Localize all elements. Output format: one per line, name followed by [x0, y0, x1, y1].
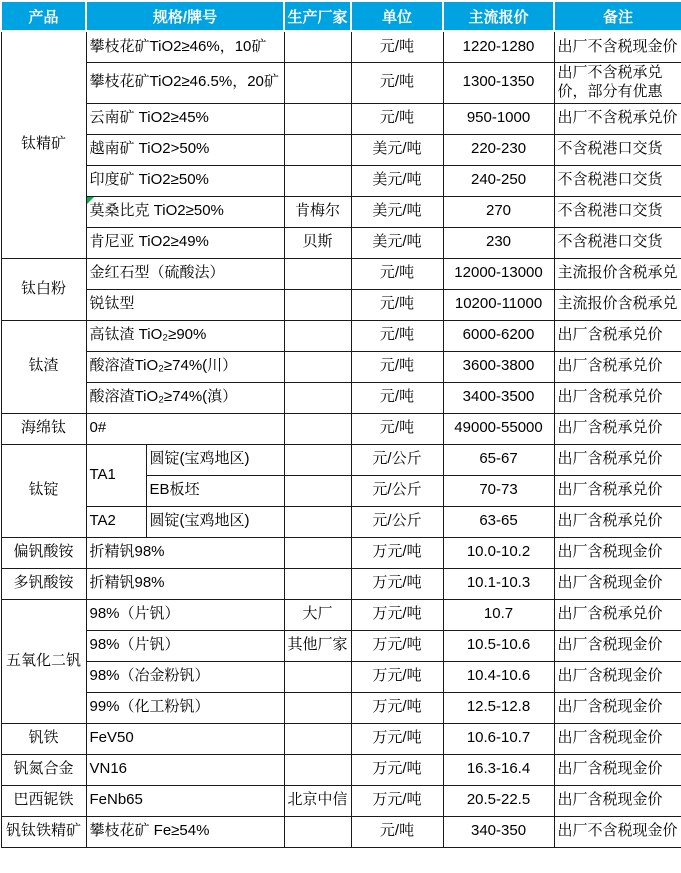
unit-cell: 元/吨 [351, 382, 443, 413]
note-cell: 出厂含税现金价 [554, 661, 681, 692]
unit-cell: 万元/吨 [351, 568, 443, 599]
price-cell: 65-67 [443, 444, 554, 475]
table-row [1, 289, 681, 320]
unit-cell: 美元/吨 [351, 196, 443, 227]
manufacturer-cell [284, 351, 351, 382]
unit-cell: 美元/吨 [351, 165, 443, 196]
price-cell: 1300-1350 [443, 63, 554, 104]
manufacturer-cell: 肯梅尔 [284, 196, 351, 227]
note-cell: 不含税港口交货 [554, 227, 681, 258]
spec-cell: 酸溶渣TiO₂≥74%(川） [86, 351, 284, 382]
table-row [1, 816, 681, 847]
table-row [1, 444, 681, 475]
spec-cell: 折精钒98% [86, 568, 284, 599]
spec-cell: 金红石型（硫酸法） [86, 258, 284, 289]
note-cell: 不含税港口交货 [554, 134, 681, 165]
unit-cell: 元/吨 [351, 413, 443, 444]
note-cell: 出厂不含税现金价 [554, 31, 681, 63]
price-cell: 6000-6200 [443, 320, 554, 351]
note-cell: 出厂含税现金价 [554, 537, 681, 568]
product-cell: 钒氮合金 [1, 754, 86, 785]
product-cell: 钛白粉 [1, 258, 86, 320]
note-cell: 出厂含税现金价 [554, 692, 681, 723]
spec-cell: 0# [86, 413, 284, 444]
spec-cell: 98%（片钒） [86, 630, 284, 661]
product-cell: 多钒酸铵 [1, 568, 86, 599]
spec-cell: 98%（片钒） [86, 599, 284, 630]
table-row [1, 599, 681, 630]
product-cell: 钛锭 [1, 444, 86, 537]
price-cell: 3600-3800 [443, 351, 554, 382]
manufacturer-cell [284, 475, 351, 506]
col-header-unit: 单位 [351, 1, 443, 31]
unit-cell: 万元/吨 [351, 661, 443, 692]
table-row [1, 754, 681, 785]
product-cell: 海绵钛 [1, 413, 86, 444]
spec-cell: 攀枝花矿TiO2≥46%，10矿 [86, 31, 284, 63]
spec-text: 莫桑比克 TiO2≥50% [89, 202, 224, 220]
spec-cell: 攀枝花矿 Fe≥54% [86, 816, 284, 847]
col-header-manufacturer: 生产厂家 [284, 1, 351, 31]
note-cell: 出厂含税承兑价 [554, 599, 681, 630]
unit-cell: 元/公斤 [351, 444, 443, 475]
table-row [1, 661, 681, 692]
price-cell: 10.4-10.6 [443, 661, 554, 692]
price-cell: 230 [443, 227, 554, 258]
table-header-row [1, 1, 681, 31]
spec-cell: FeV50 [86, 723, 284, 754]
unit-cell: 万元/吨 [351, 754, 443, 785]
spec-cell: 98%（冶金粉钒） [86, 661, 284, 692]
table-row [1, 31, 681, 63]
spec-cell: 云南矿 TiO2≥45% [86, 103, 284, 134]
spec-cell: 99%（化工粉钒） [86, 692, 284, 723]
note-cell: 出厂含税承兑价 [554, 475, 681, 506]
note-cell: 出厂含税承兑价 [554, 351, 681, 382]
spec-cell: 越南矿 TiO2>50% [86, 134, 284, 165]
manufacturer-cell: 大厂 [284, 599, 351, 630]
table-row [1, 196, 681, 227]
price-cell: 20.5-22.5 [443, 785, 554, 816]
spec-cell: 酸溶渣TiO₂≥74%(滇） [86, 382, 284, 413]
col-header-product: 产品 [1, 1, 86, 31]
note-cell: 出厂不含税承兑价，部分有优惠 [554, 63, 681, 104]
unit-cell: 万元/吨 [351, 692, 443, 723]
table-row [1, 227, 681, 258]
price-cell: 10200-11000 [443, 289, 554, 320]
product-cell: 偏钒酸铵 [1, 537, 86, 568]
spec-cell: FeNb65 [86, 785, 284, 816]
note-cell: 出厂含税现金价 [554, 568, 681, 599]
note-cell: 出厂含税现金价 [554, 785, 681, 816]
table-row [1, 382, 681, 413]
unit-cell: 元/吨 [351, 31, 443, 63]
table-row [1, 723, 681, 754]
manufacturer-cell [284, 506, 351, 537]
manufacturer-cell [284, 723, 351, 754]
price-cell: 12.5-12.8 [443, 692, 554, 723]
col-header-price: 主流报价 [443, 1, 554, 31]
table-row [1, 103, 681, 134]
manufacturer-cell [284, 63, 351, 104]
manufacturer-cell: 其他厂家 [284, 630, 351, 661]
price-cell: 10.1-10.3 [443, 568, 554, 599]
product-cell: 巴西铌铁 [1, 785, 86, 816]
price-cell: 220-230 [443, 134, 554, 165]
manufacturer-cell [284, 134, 351, 165]
table-row [1, 320, 681, 351]
price-cell: 10.7 [443, 599, 554, 630]
table-row [1, 413, 681, 444]
note-cell: 出厂含税承兑价 [554, 444, 681, 475]
manufacturer-cell [284, 413, 351, 444]
spec-cell: 锐钛型 [86, 289, 284, 320]
price-cell: 10.5-10.6 [443, 630, 554, 661]
price-cell: 950-1000 [443, 103, 554, 134]
manufacturer-cell [284, 289, 351, 320]
table-row [1, 630, 681, 661]
unit-cell: 元/吨 [351, 289, 443, 320]
note-cell: 不含税港口交货 [554, 196, 681, 227]
product-cell: 五氧化二钒 [1, 599, 86, 723]
price-cell: 63-65 [443, 506, 554, 537]
unit-cell: 元/吨 [351, 258, 443, 289]
manufacturer-cell [284, 444, 351, 475]
unit-cell: 元/公斤 [351, 475, 443, 506]
note-cell: 出厂含税现金价 [554, 630, 681, 661]
spec-cell: 圆锭(宝鸡地区) [146, 444, 284, 475]
manufacturer-cell [284, 692, 351, 723]
table-row [1, 165, 681, 196]
note-cell: 不含税港口交货 [554, 165, 681, 196]
table-row [1, 537, 681, 568]
spec-cell: EB板坯 [146, 475, 284, 506]
table-row [1, 506, 681, 537]
unit-cell: 万元/吨 [351, 785, 443, 816]
note-cell: 出厂含税现金价 [554, 754, 681, 785]
spec-cell: 印度矿 TiO2≥50% [86, 165, 284, 196]
product-cell: 钒铁 [1, 723, 86, 754]
spec-cell: 圆锭(宝鸡地区) [146, 506, 284, 537]
price-cell: 240-250 [443, 165, 554, 196]
note-cell: 出厂含税承兑价 [554, 506, 681, 537]
spec-cell: 攀枝花矿TiO2≥46.5%，20矿 [86, 63, 284, 104]
unit-cell: 万元/吨 [351, 723, 443, 754]
price-cell: 70-73 [443, 475, 554, 506]
table-row [1, 63, 681, 104]
table-row [1, 692, 681, 723]
table-row [1, 568, 681, 599]
spec-cell: 高钛渣 TiO₂≥90% [86, 320, 284, 351]
unit-cell: 万元/吨 [351, 537, 443, 568]
table-row [1, 351, 681, 382]
product-cell: 钛渣 [1, 320, 86, 413]
table-row [1, 785, 681, 816]
manufacturer-cell [284, 165, 351, 196]
col-header-note: 备注 [554, 1, 681, 31]
note-cell: 出厂含税承兑价 [554, 320, 681, 351]
unit-cell: 元/吨 [351, 320, 443, 351]
note-cell: 出厂不含税现金价 [554, 816, 681, 847]
unit-cell: 元/吨 [351, 351, 443, 382]
note-cell: 主流报价含税承兑 [554, 289, 681, 320]
manufacturer-cell [284, 568, 351, 599]
unit-cell: 元/吨 [351, 103, 443, 134]
product-cell: 钒钛铁精矿 [1, 816, 86, 847]
price-cell: 49000-55000 [443, 413, 554, 444]
note-cell: 出厂含税现金价 [554, 723, 681, 754]
note-cell: 主流报价含税承兑 [554, 258, 681, 289]
price-cell: 1220-1280 [443, 31, 554, 63]
price-cell: 3400-3500 [443, 382, 554, 413]
unit-cell: 元/吨 [351, 63, 443, 104]
manufacturer-cell [284, 382, 351, 413]
manufacturer-cell [284, 258, 351, 289]
manufacturer-cell [284, 31, 351, 63]
manufacturer-cell [284, 320, 351, 351]
table-row [1, 134, 681, 165]
unit-cell: 元/吨 [351, 816, 443, 847]
manufacturer-cell [284, 661, 351, 692]
price-cell: 340-350 [443, 816, 554, 847]
table-row [1, 258, 681, 289]
note-cell: 出厂不含税承兑价 [554, 103, 681, 134]
unit-cell: 美元/吨 [351, 227, 443, 258]
manufacturer-cell [284, 103, 351, 134]
manufacturer-cell [284, 816, 351, 847]
spec-cell [86, 196, 284, 227]
unit-cell: 万元/吨 [351, 630, 443, 661]
manufacturer-cell [284, 754, 351, 785]
price-cell: 12000-13000 [443, 258, 554, 289]
comment-marker-icon [87, 197, 94, 204]
grade-cell: TA1 [86, 444, 146, 506]
manufacturer-cell: 贝斯 [284, 227, 351, 258]
note-cell: 出厂含税承兑价 [554, 413, 681, 444]
spec-cell: 折精钒98% [86, 537, 284, 568]
unit-cell: 万元/吨 [351, 599, 443, 630]
unit-cell: 元/公斤 [351, 506, 443, 537]
price-cell: 10.6-10.7 [443, 723, 554, 754]
col-header-spec: 规格/牌号 [86, 1, 284, 31]
grade-cell: TA2 [86, 506, 146, 537]
manufacturer-cell: 北京中信 [284, 785, 351, 816]
price-cell: 10.0-10.2 [443, 537, 554, 568]
product-cell: 钛精矿 [1, 31, 86, 258]
spec-cell: VN16 [86, 754, 284, 785]
manufacturer-cell [284, 537, 351, 568]
unit-cell: 美元/吨 [351, 134, 443, 165]
note-cell: 出厂含税承兑价 [554, 382, 681, 413]
price-cell: 16.3-16.4 [443, 754, 554, 785]
spec-cell: 肯尼亚 TiO2≥49% [86, 227, 284, 258]
price-cell: 270 [443, 196, 554, 227]
